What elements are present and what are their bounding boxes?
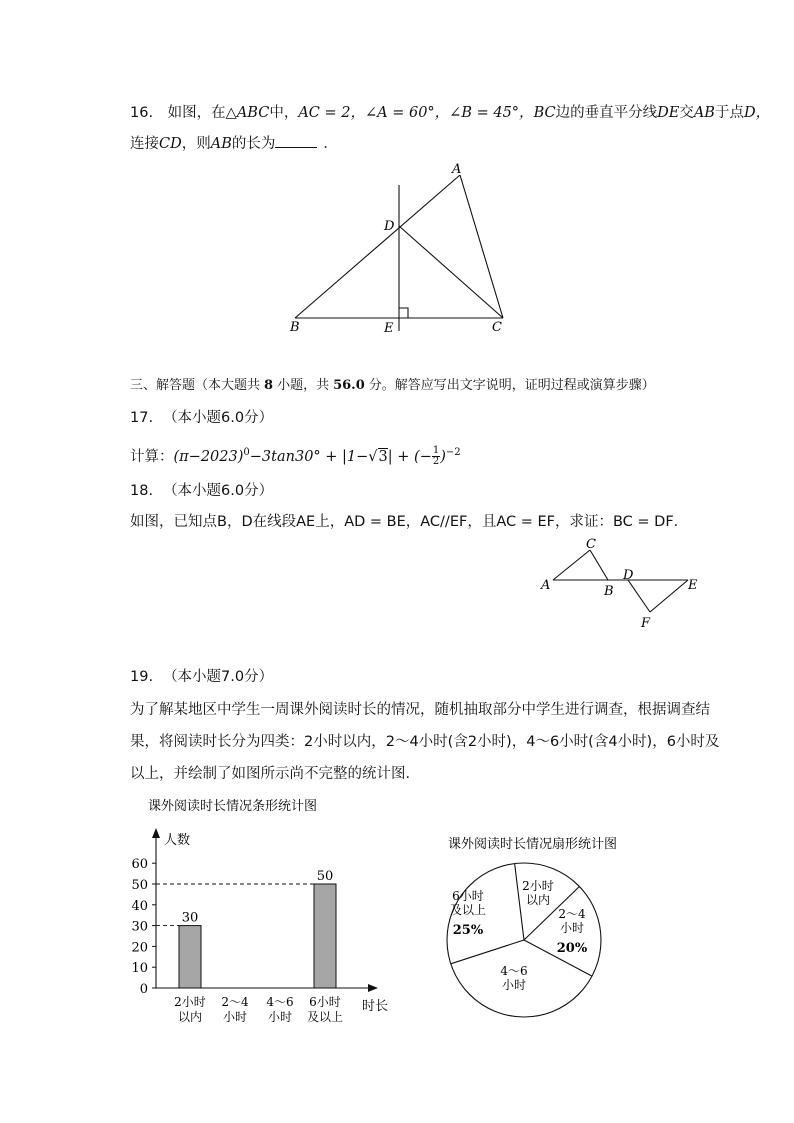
q18-header	[130, 481, 273, 501]
sqrt-symbol: √	[368, 448, 378, 465]
slice-boundary	[451, 940, 524, 964]
question-number: 19.	[130, 669, 154, 685]
label-e: E	[384, 321, 394, 336]
section-title	[130, 376, 655, 396]
y-tick-label: 10	[131, 961, 148, 977]
x-tick-label: 及以上	[306, 1010, 344, 1024]
label-c: C	[492, 320, 502, 335]
label-d: D	[384, 219, 395, 234]
math: )	[440, 448, 446, 465]
math: AB	[210, 136, 232, 152]
q18-figure	[535, 535, 705, 630]
label-b: B	[604, 584, 614, 599]
math: D，	[743, 105, 771, 121]
y-tick-label: 20	[131, 940, 148, 956]
text: 连接	[130, 136, 159, 152]
y-axis-label: 人数	[164, 833, 191, 848]
exponent: −2	[445, 447, 461, 458]
bar	[179, 926, 201, 988]
text: 于点	[714, 105, 744, 121]
slice-label: 小时	[501, 978, 527, 992]
exponent: 0	[243, 447, 250, 458]
x-tick-label: 小时	[222, 1010, 248, 1024]
question-number: 18.	[130, 483, 154, 499]
q19-line3: 以上，并绘制了如图所示尚不完整的统计图．	[130, 766, 420, 782]
text: 中，	[269, 105, 299, 121]
count: 8	[264, 378, 274, 393]
y-tick-label: 40	[131, 898, 148, 914]
x-tick-label: 2小时	[174, 995, 206, 1009]
label-a: A	[541, 578, 551, 593]
q17-header	[130, 408, 273, 428]
slice-label: 以内	[525, 893, 551, 907]
math: AB	[693, 105, 715, 121]
slice-label: 2小时	[522, 879, 554, 893]
segment-ac	[553, 550, 590, 580]
y-tick-label: 0	[139, 982, 148, 997]
text: 的长为	[231, 136, 276, 152]
math: (π−2023)	[173, 448, 244, 465]
slice-label: 2～4	[558, 907, 586, 921]
x-tick-label: 2～4	[221, 995, 249, 1009]
x-axis-arrow	[368, 984, 378, 992]
math: BC	[533, 105, 556, 121]
q19-line1: 为了解某地区中学生一周课外阅读时长的情况，随机抽取部分中学生进行调查，根据调查结	[130, 702, 710, 718]
label-b: B	[290, 320, 300, 335]
x-tick-label: 以内	[177, 1010, 203, 1024]
label-d: D	[623, 568, 634, 583]
q18-text: 如图，已知点B，D在线段AE上，AD = BE，AC//EF，且AC = EF，求证：BC = DF．	[130, 514, 689, 530]
segment-fd	[628, 580, 650, 612]
segment-ac	[460, 175, 503, 318]
question-number: 17.	[130, 410, 154, 426]
slice-label: 小时	[559, 921, 585, 935]
triangle-symbol: △	[225, 105, 237, 121]
label-c: C	[586, 537, 596, 552]
math: AC = 2，∠A = 60°，∠B = 45°，	[298, 105, 534, 121]
text: 分。解答应写出文字说明，证明过程或演算步骤）	[368, 378, 655, 393]
right-angle-mark	[399, 308, 408, 318]
data-label: 30	[181, 910, 199, 926]
slice-label: 4～6	[500, 964, 528, 978]
slice-label: 6小时	[452, 889, 484, 903]
period: ．	[323, 136, 338, 152]
text: 边的垂直平分线	[555, 105, 658, 121]
q16-line2	[130, 133, 338, 154]
x-tick-label: 小时	[267, 1010, 293, 1024]
segment-cb	[590, 550, 608, 580]
numerator: 1	[432, 445, 440, 457]
label-a: A	[452, 162, 462, 177]
q16-line1	[130, 103, 770, 123]
x-axis-label: 时长	[362, 999, 389, 1014]
pie-chart	[430, 828, 630, 1028]
chart-title: 课外阅读时长情况条形统计图	[148, 799, 318, 814]
text: 计算：	[130, 448, 174, 465]
text: 小题，共	[277, 378, 330, 393]
sqrt-radicand: 3	[378, 448, 388, 465]
label-e: E	[688, 578, 698, 593]
question-number: 16.	[130, 105, 154, 121]
q19-header	[130, 667, 273, 687]
segment-ef	[650, 580, 688, 612]
slice-label: 及以上	[449, 903, 487, 917]
math: ABC	[236, 105, 270, 121]
y-tick-label: 50	[131, 878, 148, 893]
segment-cd	[399, 226, 503, 318]
math: | + (−	[387, 448, 432, 465]
text: ，则	[181, 136, 211, 152]
score: 56.0	[333, 378, 365, 393]
x-tick-label: 6小时	[309, 995, 341, 1009]
slice-boundary	[515, 864, 524, 940]
y-axis-arrow	[152, 828, 160, 838]
bar	[314, 884, 336, 988]
chart-title: 课外阅读时长情况扇形统计图	[448, 837, 618, 852]
denominator: 2	[432, 456, 440, 468]
points: （本小题6.0分）	[163, 483, 274, 499]
points: （本小题7.0分）	[163, 669, 274, 685]
text: 如图，在	[167, 105, 226, 121]
fraction	[432, 446, 440, 467]
label-f: F	[641, 616, 651, 630]
segment-ba	[295, 175, 460, 318]
answer-blank[interactable]	[275, 133, 317, 148]
math: −3tan30° + |1−	[249, 448, 369, 465]
q17-expression	[130, 443, 461, 467]
math: CD	[159, 136, 182, 152]
slice-percent: 20%	[556, 941, 588, 956]
points: （本小题6.0分）	[163, 410, 274, 426]
text: 三、解答题（本大题共	[130, 378, 261, 393]
q16-figure	[280, 155, 520, 340]
data-label: 50	[316, 869, 334, 884]
slice-percent: 25%	[452, 923, 484, 938]
q19-line2: 果，将阅读时长分为四类：2小时以内，2～4小时(含2小时)，4～6小时(含4小时)，6小时及	[130, 734, 720, 750]
y-tick-label: 60	[131, 857, 148, 873]
bar-chart	[120, 790, 410, 1030]
x-tick-label: 4～6	[266, 995, 294, 1009]
math: DE	[657, 105, 680, 121]
y-tick-label: 30	[131, 919, 148, 935]
text: 交	[679, 105, 694, 121]
